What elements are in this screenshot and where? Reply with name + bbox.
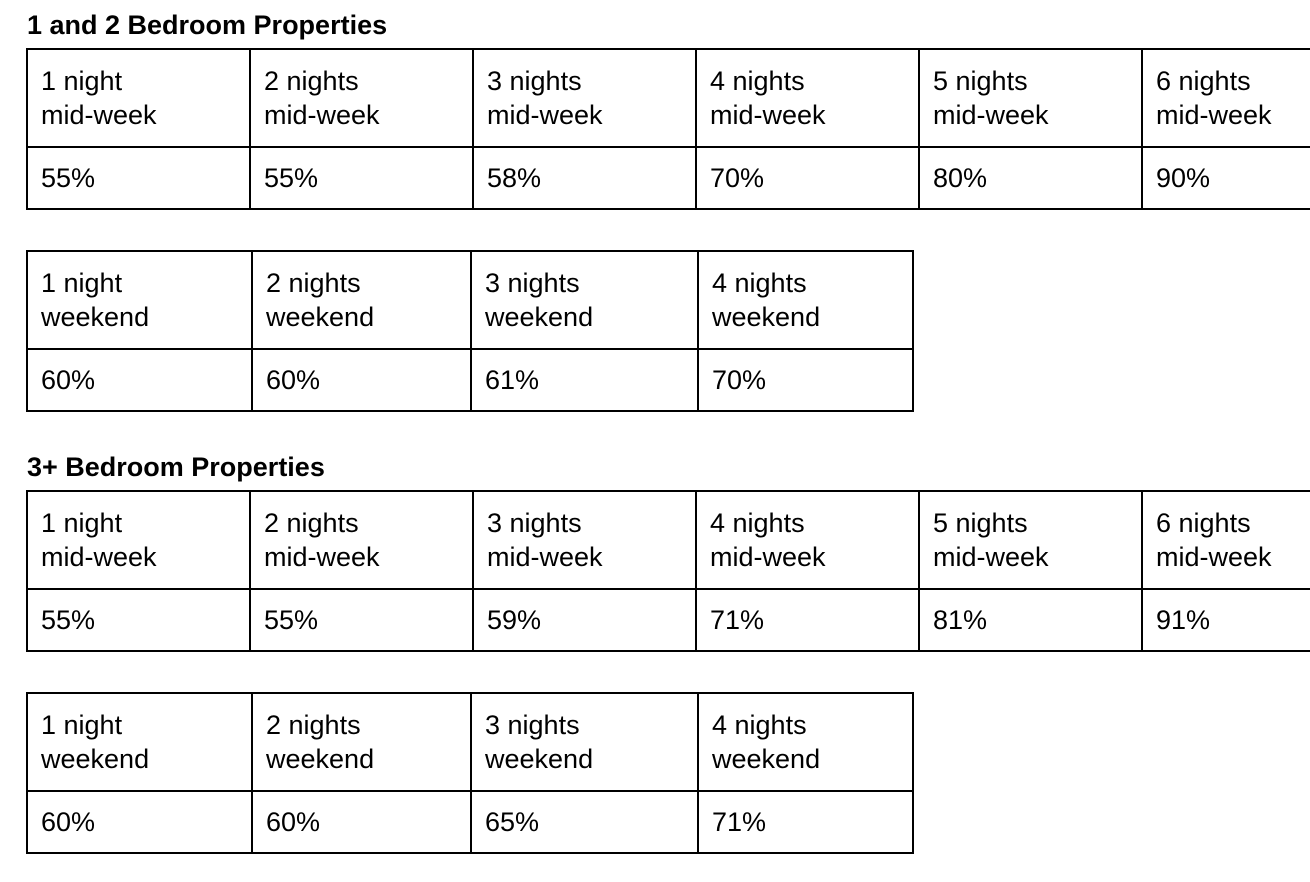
weekend-rates-table: [26, 250, 914, 412]
table-header-cell: 4 nights mid-week: [696, 49, 919, 147]
table-value-cell: 91%: [1142, 589, 1310, 651]
table-value-cell: 58%: [473, 147, 696, 209]
table-value-cell: 65%: [471, 791, 698, 853]
table-header-cell: 6 nights mid-week: [1142, 49, 1310, 147]
table-header-cell: 1 night mid-week: [27, 491, 250, 589]
table-header-cell: 3 nights weekend: [471, 693, 698, 791]
table-header-cell: 1 night mid-week: [27, 49, 250, 147]
table-value-cell: 60%: [252, 791, 471, 853]
table-value-cell: 55%: [27, 589, 250, 651]
table-value-cell: 70%: [696, 147, 919, 209]
table-value-cell: 55%: [27, 147, 250, 209]
table-value-cell: 81%: [919, 589, 1142, 651]
section-title: 1 and 2 Bedroom Properties: [27, 10, 388, 40]
table-header-cell: 2 nights mid-week: [250, 49, 473, 147]
table-value-row: [27, 589, 1310, 651]
table-header-cell: 3 nights mid-week: [473, 49, 696, 147]
table-header-cell: 4 nights weekend: [698, 693, 913, 791]
table-value-cell: 70%: [698, 349, 913, 411]
table-value-cell: 71%: [698, 791, 913, 853]
table-header-cell: 4 nights mid-week: [696, 491, 919, 589]
table-value-row: [27, 791, 913, 853]
midweek-rates-table: [26, 48, 1310, 210]
table-value-cell: 71%: [696, 589, 919, 651]
midweek-rates-table: [26, 490, 1310, 652]
table-header-cell: 1 night weekend: [27, 251, 252, 349]
table-value-cell: 90%: [1142, 147, 1310, 209]
table-value-cell: 60%: [27, 791, 252, 853]
table-value-row: [27, 147, 1310, 209]
table-value-row: [27, 349, 913, 411]
table-header-cell: 5 nights mid-week: [919, 491, 1142, 589]
table-value-cell: 55%: [250, 147, 473, 209]
table-value-cell: 59%: [473, 589, 696, 651]
table-header-row: [27, 693, 913, 791]
table-header-cell: 2 nights weekend: [252, 251, 471, 349]
table-header-cell: 3 nights weekend: [471, 251, 698, 349]
table-header-cell: 2 nights weekend: [252, 693, 471, 791]
table-value-cell: 60%: [252, 349, 471, 411]
table-header-cell: 5 nights mid-week: [919, 49, 1142, 147]
table-value-cell: 55%: [250, 589, 473, 651]
table-header-row: [27, 49, 1310, 147]
table-value-cell: 80%: [919, 147, 1142, 209]
table-value-cell: 60%: [27, 349, 252, 411]
table-header-cell: 2 nights mid-week: [250, 491, 473, 589]
table-header-cell: 6 nights mid-week: [1142, 491, 1310, 589]
weekend-rates-table: [26, 692, 914, 854]
table-value-cell: 61%: [471, 349, 698, 411]
table-header-row: [27, 251, 913, 349]
table-header-cell: 4 nights weekend: [698, 251, 913, 349]
table-header-cell: 3 nights mid-week: [473, 491, 696, 589]
table-header-row: [27, 491, 1310, 589]
section-title: 3+ Bedroom Properties: [27, 452, 325, 482]
table-header-cell: 1 night weekend: [27, 693, 252, 791]
